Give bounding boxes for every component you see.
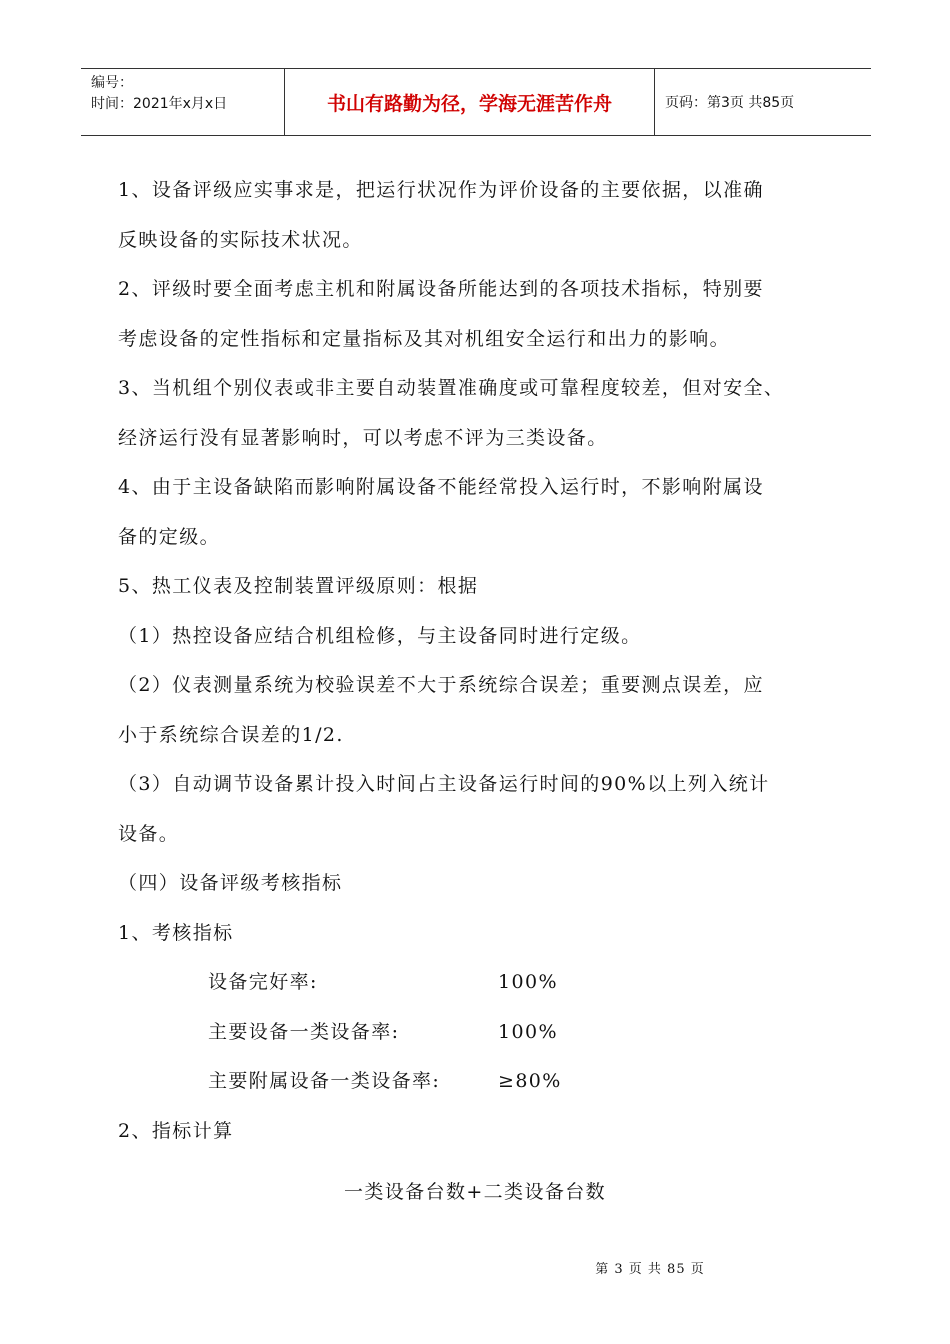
body-line: 小于系统综合误差的1/2. bbox=[118, 723, 344, 746]
indicator-value: 100% bbox=[498, 1020, 558, 1043]
body-line: （1）热控设备应结合机组检修，与主设备同时进行定级。 bbox=[118, 624, 642, 647]
header-page-info: 页码：第3页 共85页 bbox=[665, 95, 795, 111]
body-line: 5、热工仪表及控制装置评级原则：根据 bbox=[118, 575, 479, 597]
indicator-value: ≥80% bbox=[498, 1070, 562, 1092]
body-line: 考虑设备的定性指标和定量指标及其对机组安全运行和出力的影响。 bbox=[118, 327, 731, 350]
body-line: 反映设备的实际技术状况。 bbox=[118, 228, 363, 251]
page-header bbox=[81, 68, 871, 136]
body-line: （3）自动调节设备累计投入时间占主设备运行时间的90%以上列入统计 bbox=[118, 773, 770, 795]
formula-numerator: 一类设备台数+二类设备台数 bbox=[343, 1181, 607, 1203]
header-motto: 书山有路勤为径，学海无涯苦作舟 bbox=[285, 69, 655, 135]
indicator-row bbox=[118, 1008, 858, 1058]
subsection-heading: 1、考核指标 bbox=[118, 921, 234, 944]
header-meta bbox=[81, 69, 285, 135]
body-line: 4、由于主设备缺陷而影响附属设备不能经常投入运行时，不影响附属设 bbox=[118, 476, 764, 498]
subsection-heading: 2、指标计算 bbox=[118, 1119, 234, 1142]
body-line: 设备。 bbox=[118, 822, 180, 845]
indicator-label: 主要设备一类设备率: bbox=[208, 1020, 400, 1043]
body-line: 3、当机组个别仪表或非主要自动装置准确度或可靠程度较差，但对安全、 bbox=[118, 377, 785, 399]
page-footer: 第 3 页 共 85 页 bbox=[595, 1262, 705, 1277]
indicator-row bbox=[118, 1057, 858, 1107]
body-line: 2、评级时要全面考虑主机和附属设备所能达到的各项技术指标，特别要 bbox=[118, 278, 764, 300]
indicator-label: 设备完好率: bbox=[208, 971, 318, 993]
document-number-label: 编号： bbox=[91, 75, 133, 91]
indicator-label: 主要附属设备一类设备率: bbox=[208, 1070, 441, 1092]
body-line: （2）仪表测量系统为校验误差不大于系统综合误差；重要测点误差，应 bbox=[118, 674, 764, 696]
body-line: 1、设备评级应实事求是，把运行状况作为评价设备的主要依据，以准确 bbox=[118, 179, 764, 201]
body-line: 经济运行没有显著影响时，可以考虑不评为三类设备。 bbox=[118, 426, 608, 449]
document-time: 时间：2021年x月x日 bbox=[91, 96, 228, 112]
section-heading: （四）设备评级考核指标 bbox=[118, 872, 343, 894]
document-body bbox=[118, 166, 858, 1156]
body-line: 备的定级。 bbox=[118, 525, 221, 548]
indicator-value: 100% bbox=[498, 971, 558, 993]
indicator-row bbox=[118, 958, 858, 1008]
